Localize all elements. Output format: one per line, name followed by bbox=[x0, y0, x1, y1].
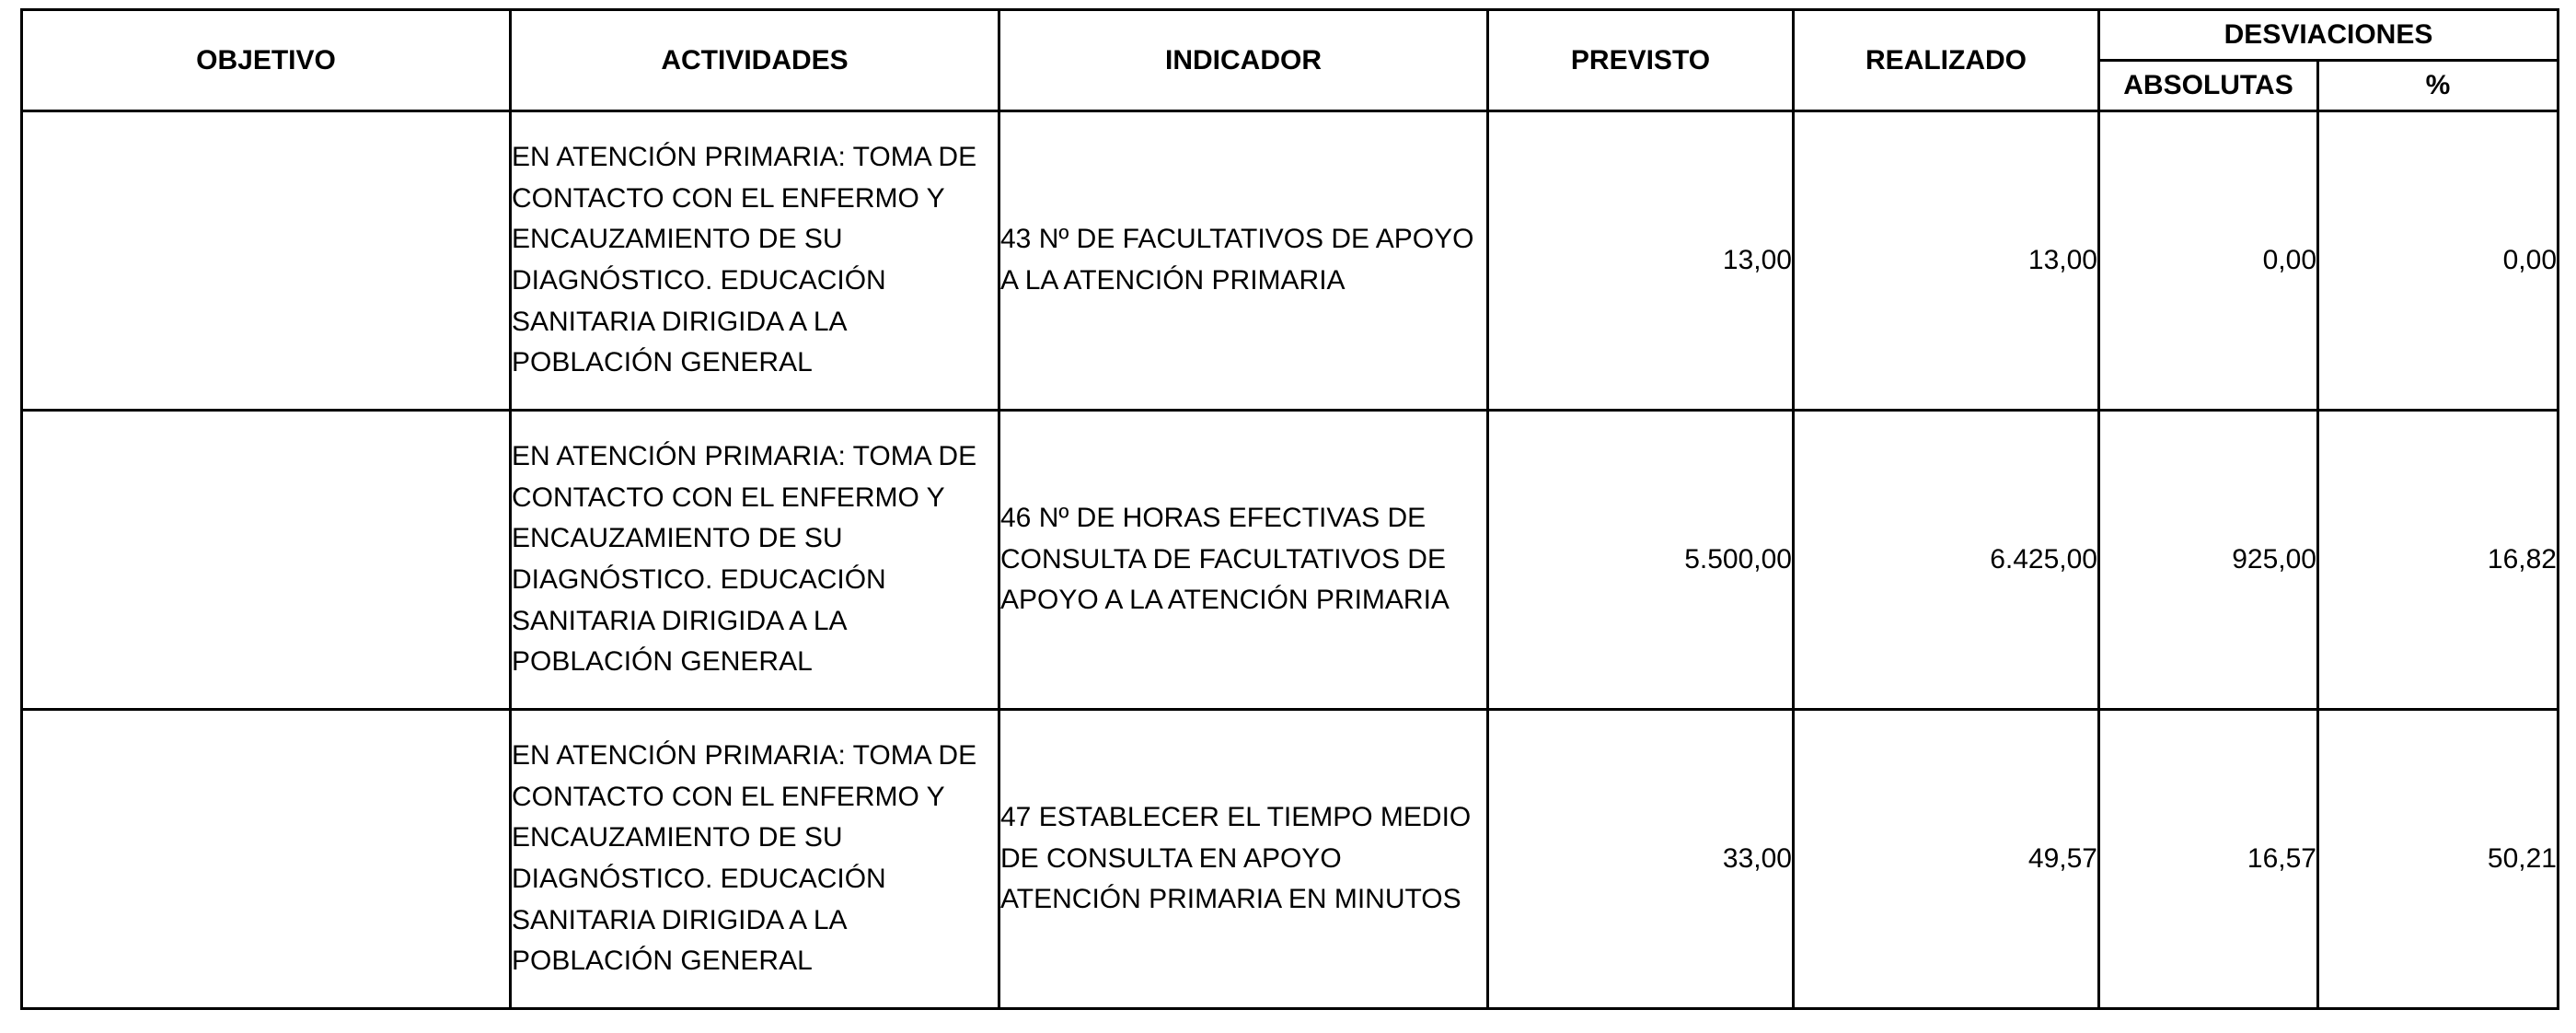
table-row bbox=[22, 411, 2559, 710]
cell-indicador: 46 Nº DE HORAS EFECTIVAS DE CONSULTA DE FACULTATIVOS DE APOYO A LA ATENCIÓN PRIMARIA bbox=[999, 411, 1488, 710]
cell-absolutas: 16,57 bbox=[2099, 710, 2318, 1009]
header-porcentaje: % bbox=[2318, 61, 2559, 111]
header-objetivo: OBJETIVO bbox=[22, 10, 511, 111]
cell-absolutas: 0,00 bbox=[2099, 111, 2318, 411]
header-absolutas: ABSOLUTAS bbox=[2099, 61, 2318, 111]
table-row bbox=[22, 710, 2559, 1009]
cell-previsto: 13,00 bbox=[1488, 111, 1794, 411]
cell-indicador: 43 Nº DE FACULTATIVOS DE APOYO A LA ATENCIÓN PRIMARIA bbox=[999, 111, 1488, 411]
cell-actividades: EN ATENCIÓN PRIMARIA: TOMA DE CONTACTO CON EL ENFERMO Y ENCAUZAMIENTO DE SU DIAGNÓSTICO. EDUCACIÓN SANITARIA DIRIGIDA A LA POBLACIÓN GENERAL bbox=[511, 111, 999, 411]
header-actividades: ACTIVIDADES bbox=[511, 10, 999, 111]
header-previsto: PREVISTO bbox=[1488, 10, 1794, 111]
indicators-table bbox=[20, 8, 2559, 1010]
header-desviaciones: DESVIACIONES bbox=[2099, 10, 2559, 61]
header-realizado: REALIZADO bbox=[1794, 10, 2099, 111]
cell-porcentaje: 16,82 bbox=[2318, 411, 2559, 710]
cell-previsto: 5.500,00 bbox=[1488, 411, 1794, 710]
header-indicador: INDICADOR bbox=[999, 10, 1488, 111]
cell-realizado: 6.425,00 bbox=[1794, 411, 2099, 710]
header-row bbox=[22, 10, 2559, 61]
table-header bbox=[22, 10, 2559, 111]
cell-porcentaje: 50,21 bbox=[2318, 710, 2559, 1009]
cell-realizado: 13,00 bbox=[1794, 111, 2099, 411]
cell-porcentaje: 0,00 bbox=[2318, 111, 2559, 411]
cell-actividades: EN ATENCIÓN PRIMARIA: TOMA DE CONTACTO CON EL ENFERMO Y ENCAUZAMIENTO DE SU DIAGNÓSTICO. EDUCACIÓN SANITARIA DIRIGIDA A LA POBLACIÓN GENERAL bbox=[511, 411, 999, 710]
cell-objetivo bbox=[22, 710, 511, 1009]
table-body bbox=[22, 111, 2559, 1009]
cell-objetivo bbox=[22, 411, 511, 710]
cell-realizado: 49,57 bbox=[1794, 710, 2099, 1009]
cell-absolutas: 925,00 bbox=[2099, 411, 2318, 710]
cell-actividades: EN ATENCIÓN PRIMARIA: TOMA DE CONTACTO CON EL ENFERMO Y ENCAUZAMIENTO DE SU DIAGNÓSTICO. EDUCACIÓN SANITARIA DIRIGIDA A LA POBLACIÓN GENERAL bbox=[511, 710, 999, 1009]
cell-indicador: 47 ESTABLECER EL TIEMPO MEDIO DE CONSULTA EN APOYO ATENCIÓN PRIMARIA EN MINUTOS bbox=[999, 710, 1488, 1009]
cell-previsto: 33,00 bbox=[1488, 710, 1794, 1009]
cell-objetivo bbox=[22, 111, 511, 411]
table-row bbox=[22, 111, 2559, 411]
